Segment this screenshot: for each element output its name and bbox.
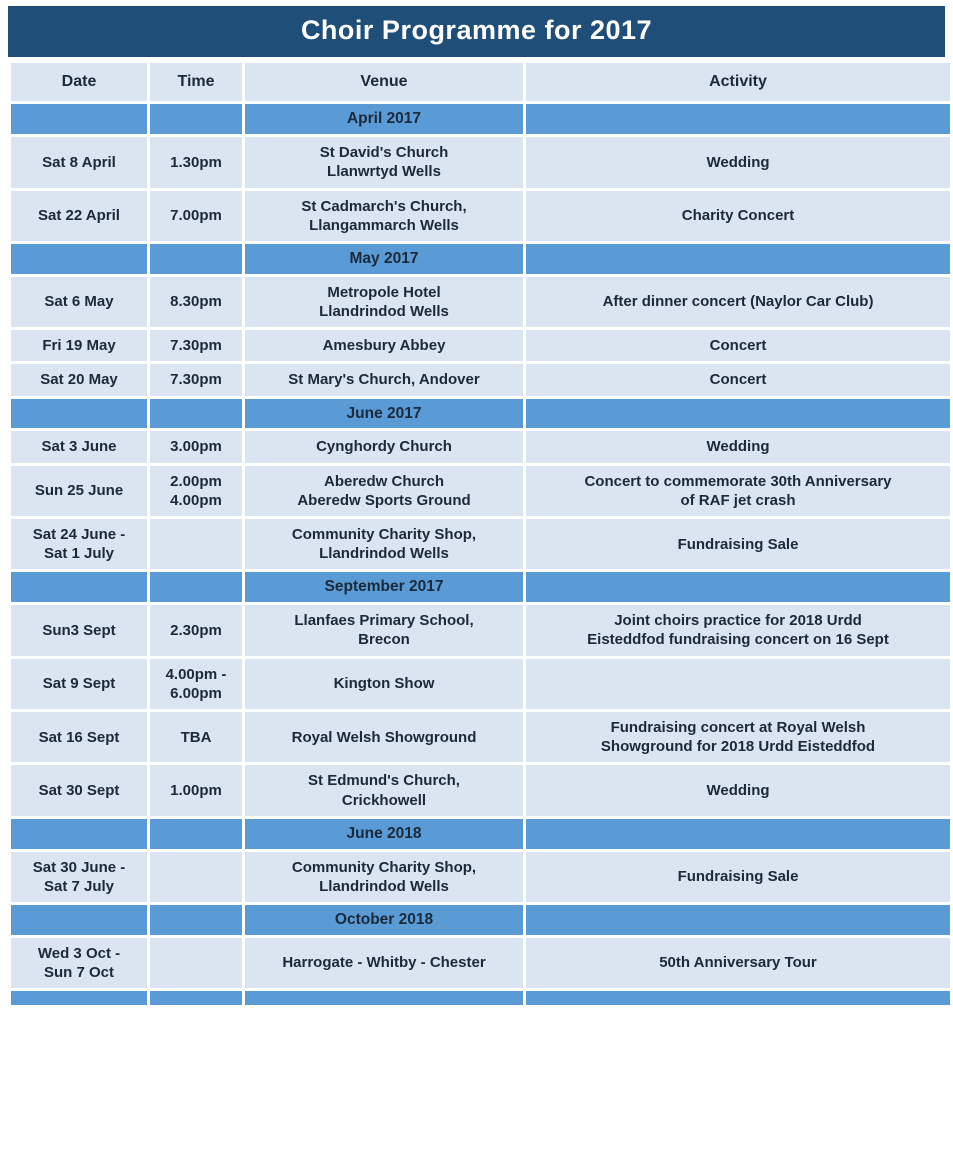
cell-line: After dinner concert (Naylor Car Club): [602, 293, 874, 311]
table-row: [11, 431, 950, 462]
cell-line: Community Charity Shop,: [291, 526, 477, 544]
cell-venue: [245, 605, 523, 655]
cell-line: Crickhowell: [341, 791, 427, 809]
month-heading-row: [11, 905, 950, 935]
cell-date: [11, 605, 147, 655]
cell-line: 4.00pm: [170, 491, 222, 509]
header-row: [11, 63, 950, 101]
cell-venue: [245, 431, 523, 462]
cell-line: Sat 9 Sept: [42, 675, 116, 693]
cell-date: [11, 330, 147, 361]
cell-line: Sat 6 May: [44, 293, 114, 311]
cell-line: Wedding: [706, 781, 770, 799]
table-footer-row: [11, 991, 950, 1005]
cell-date: [11, 712, 147, 762]
cell-activity: [526, 364, 950, 395]
cell-time: [150, 364, 242, 395]
cell-time: [150, 519, 242, 569]
cell-line: Sat 7 July: [43, 877, 115, 895]
table-row: [11, 277, 950, 327]
cell-venue: [245, 765, 523, 815]
cell-line: Llandrindod Wells: [319, 877, 449, 895]
cell-date: [11, 277, 147, 327]
month-heading-row: [11, 104, 950, 134]
cell-line: Sat 22 April: [38, 207, 120, 225]
table-row: [11, 137, 950, 187]
cell-line: Sat 8 April: [42, 153, 116, 171]
cell-line: Joint choirs practice for 2018 Urdd: [614, 612, 862, 630]
cell-date: [11, 137, 147, 187]
table-row: [11, 364, 950, 395]
cell-venue: [245, 137, 523, 187]
cell-activity: [526, 277, 950, 327]
cell-line: Sun3 Sept: [42, 621, 116, 639]
cell-line: Wedding: [706, 438, 770, 456]
page-title: Choir Programme for 2017: [8, 6, 945, 57]
month-heading-row: [11, 819, 950, 849]
table-row: [11, 938, 950, 988]
cell-venue: [245, 330, 523, 361]
cell-line: Aberedw Church: [323, 472, 444, 490]
table-row: [11, 191, 950, 241]
cell-activity: [526, 137, 950, 187]
cell-line: Fundraising Sale: [677, 535, 799, 553]
cell-activity: [526, 431, 950, 462]
cell-time: [150, 431, 242, 462]
cell-line: Concert: [709, 371, 767, 389]
month-row-spacer: [526, 905, 950, 935]
cell-date: [11, 938, 147, 988]
footer-cell: [11, 991, 147, 1005]
table-body: [11, 104, 950, 1005]
cell-line: 3.00pm: [170, 438, 222, 456]
cell-activity: [526, 519, 950, 569]
cell-line: Sat 3 June: [41, 438, 117, 456]
cell-time: [150, 277, 242, 327]
cell-venue: [245, 938, 523, 988]
cell-line: Sat 30 June -: [32, 858, 126, 876]
cell-line: Community Charity Shop,: [291, 858, 477, 876]
cell-line: Fundraising Sale: [677, 868, 799, 886]
month-row-spacer: [11, 244, 147, 274]
cell-date: [11, 431, 147, 462]
cell-line: 6.00pm: [170, 684, 222, 702]
cell-line: 7.30pm: [170, 371, 222, 389]
cell-line: Concert: [709, 337, 767, 355]
cell-time: [150, 330, 242, 361]
cell-line: 2.00pm: [170, 472, 222, 490]
month-row-spacer: [526, 399, 950, 429]
cell-line: 50th Anniversary Tour: [659, 954, 817, 972]
table-row: [11, 765, 950, 815]
month-label: April 2017: [245, 104, 523, 134]
month-row-spacer: [11, 399, 147, 429]
column-header-activity: Activity: [526, 63, 950, 101]
cell-activity: [526, 466, 950, 516]
cell-line: 7.30pm: [170, 337, 222, 355]
cell-date: [11, 659, 147, 709]
cell-activity: [526, 938, 950, 988]
cell-line: Eisteddfod fundraising concert on 16 Sept: [587, 631, 889, 649]
cell-line: Llanfaes Primary School,: [294, 612, 474, 630]
cell-line: Sun 7 Oct: [43, 963, 114, 981]
cell-time: [150, 605, 242, 655]
cell-activity: [526, 191, 950, 241]
footer-cell: [150, 991, 242, 1005]
cell-line: St Edmund's Church,: [308, 772, 460, 790]
month-row-spacer: [150, 244, 242, 274]
cell-line: 4.00pm -: [165, 665, 227, 683]
cell-line: 7.00pm: [170, 207, 222, 225]
cell-time: [150, 137, 242, 187]
cell-line: Aberedw Sports Ground: [297, 491, 471, 509]
cell-time: [150, 852, 242, 902]
cell-line: Showground for 2018 Urdd Eisteddfod: [600, 738, 876, 756]
cell-activity: [526, 605, 950, 655]
cell-line: Fundraising concert at Royal Welsh: [610, 718, 866, 736]
month-label: May 2017: [245, 244, 523, 274]
cell-line: Kington Show: [333, 675, 435, 693]
cell-line: Sat 16 Sept: [38, 728, 120, 746]
column-header-time: Time: [150, 63, 242, 101]
cell-line: Charity Concert: [681, 207, 795, 225]
cell-venue: [245, 712, 523, 762]
programme-table: [8, 60, 953, 1008]
cell-venue: [245, 659, 523, 709]
table-row: [11, 519, 950, 569]
cell-time: [150, 712, 242, 762]
cell-line: Llandrindod Wells: [319, 303, 449, 321]
cell-line: 8.30pm: [170, 293, 222, 311]
cell-line: Concert to commemorate 30th Anniversary: [584, 472, 892, 490]
month-row-spacer: [150, 819, 242, 849]
cell-activity: [526, 659, 950, 709]
column-header-venue: Venue: [245, 63, 523, 101]
cell-line: St David's Church: [319, 144, 449, 162]
cell-time: [150, 765, 242, 815]
cell-activity: [526, 330, 950, 361]
cell-line: Metropole Hotel: [327, 283, 441, 301]
table-header: [11, 63, 950, 101]
cell-line: Llangammarch Wells: [309, 216, 459, 234]
cell-activity: [526, 852, 950, 902]
cell-venue: [245, 191, 523, 241]
month-row-spacer: [150, 905, 242, 935]
month-label: June 2017: [245, 399, 523, 429]
month-label: October 2018: [245, 905, 523, 935]
cell-time: [150, 938, 242, 988]
cell-line: Brecon: [358, 631, 410, 649]
month-row-spacer: [11, 104, 147, 134]
month-label: September 2017: [245, 572, 523, 602]
cell-line: Sat 24 June -: [32, 526, 126, 544]
column-header-date: Date: [11, 63, 147, 101]
month-row-spacer: [526, 819, 950, 849]
month-row-spacer: [11, 819, 147, 849]
cell-line: Sat 1 July: [43, 545, 115, 563]
cell-line: TBA: [180, 728, 212, 746]
cell-time: [150, 466, 242, 516]
cell-line: Amesbury Abbey: [322, 337, 446, 355]
month-row-spacer: [150, 399, 242, 429]
cell-line: Llandrindod Wells: [319, 545, 449, 563]
footer-cell: [526, 991, 950, 1005]
cell-line: Harrogate - Whitby - Chester: [282, 954, 486, 972]
cell-venue: [245, 852, 523, 902]
cell-line: Llanwrtyd Wells: [327, 163, 441, 181]
cell-date: [11, 852, 147, 902]
month-row-spacer: [526, 244, 950, 274]
cell-venue: [245, 277, 523, 327]
month-heading-row: [11, 572, 950, 602]
cell-line: Cynghordy Church: [316, 438, 452, 456]
cell-line: Royal Welsh Showground: [291, 728, 477, 746]
cell-date: [11, 364, 147, 395]
table-row: [11, 852, 950, 902]
cell-line: 1.30pm: [170, 153, 222, 171]
month-row-spacer: [526, 104, 950, 134]
cell-activity: [526, 765, 950, 815]
month-row-spacer: [11, 572, 147, 602]
cell-date: [11, 191, 147, 241]
cell-date: [11, 519, 147, 569]
cell-date: [11, 466, 147, 516]
cell-line: Sat 20 May: [40, 371, 118, 389]
month-row-spacer: [150, 572, 242, 602]
month-row-spacer: [11, 905, 147, 935]
cell-venue: [245, 466, 523, 516]
table-row: [11, 659, 950, 709]
cell-line: Sat 30 Sept: [38, 781, 120, 799]
cell-line: St Mary's Church, Andover: [288, 371, 480, 389]
cell-time: [150, 191, 242, 241]
cell-line: 1.00pm: [170, 781, 222, 799]
month-heading-row: [11, 244, 950, 274]
table-row: [11, 466, 950, 516]
month-row-spacer: [150, 104, 242, 134]
cell-venue: [245, 519, 523, 569]
cell-line: 2.30pm: [170, 621, 222, 639]
cell-activity: [526, 712, 950, 762]
table-row: [11, 605, 950, 655]
cell-line: of RAF jet crash: [680, 491, 796, 509]
month-heading-row: [11, 399, 950, 429]
table-row: [11, 712, 950, 762]
cell-line: Wedding: [706, 153, 770, 171]
cell-date: [11, 765, 147, 815]
cell-venue: [245, 364, 523, 395]
table-row: [11, 330, 950, 361]
month-label: June 2018: [245, 819, 523, 849]
footer-cell: [245, 991, 523, 1005]
cell-time: [150, 659, 242, 709]
cell-line: Sun 25 June: [34, 482, 124, 500]
cell-line: Fri 19 May: [42, 337, 116, 355]
month-row-spacer: [526, 572, 950, 602]
cell-line: St Cadmarch's Church,: [301, 197, 467, 215]
cell-line: Wed 3 Oct -: [37, 944, 121, 962]
